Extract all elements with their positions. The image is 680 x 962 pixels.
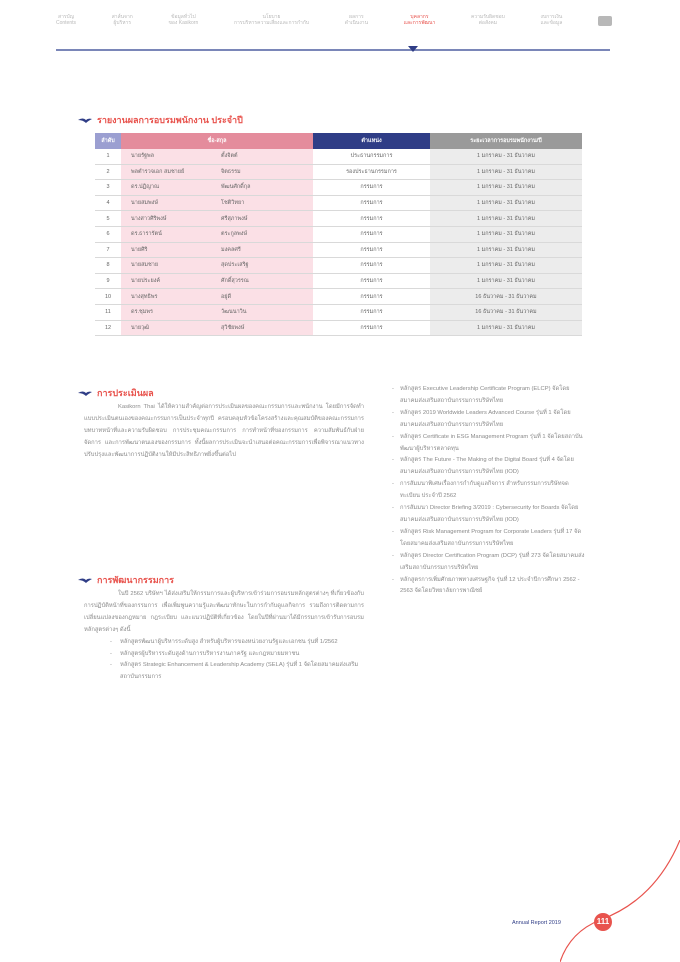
row-last-name: โชติวิทยา [217, 195, 313, 211]
list-item: - หลักสูตร Certificate in ESG Management Program รุ่นที่ 1 จัดโดยสถาบันพัฒนาผู้บริหารตลาดทุน [390, 432, 586, 456]
table-row [95, 164, 582, 180]
row-no: 11 [95, 304, 121, 320]
decorative-swoosh-icon [560, 840, 680, 962]
nav-tab-message[interactable]: สาส์นจาก ผู้บริหาร [111, 14, 133, 26]
row-last-name: สุวิชัยพงษ์ [217, 320, 313, 336]
row-position: กรรมการ [313, 226, 430, 242]
table-row [95, 289, 582, 305]
row-period: 1 มกราคม - 31 ธันวาคม [430, 320, 582, 336]
nav-divider [56, 49, 610, 51]
row-period: 1 มกราคม - 31 ธันวาคม [430, 164, 582, 180]
row-no: 8 [95, 258, 121, 274]
footer-report-title: Annual Report 2019 [512, 920, 561, 926]
list-item: - หลักสูตร Director Certification Program (DCP) รุ่นที่ 273 จัดโดยสมาคมส่งเสริมสถาบันกรรมการบริษัทไทย [390, 551, 586, 575]
row-first-name: นายวุฒิ [121, 320, 217, 336]
row-last-name: พัฒนศักดิ์กุล [217, 180, 313, 196]
nav-tab-contents[interactable]: สารบัญ Contents [56, 14, 77, 26]
list-item: - หลักสูตร 2019 Worldwide Leaders Advanced Course รุ่นที่ 1 จัดโดยสมาคมส่งเสริมสถาบันกรรมการบริษัทไทย [390, 408, 586, 432]
row-first-name: นายสมชาย [121, 258, 217, 274]
row-no: 10 [95, 289, 121, 305]
row-position: ประธานกรรมการ [313, 149, 430, 164]
row-last-name: มงคลศรี [217, 242, 313, 258]
row-no: 12 [95, 320, 121, 336]
row-first-name: นางสาวศิริพงษ์ [121, 211, 217, 227]
row-period: 16 ธันวาคม - 31 ธันวาคม [430, 304, 582, 320]
list-item: - การสัมมนาพิเศษเรื่องการกำกับดูแลกิจการ สำหรับกรรมการบริษัทจดทะเบียน ประจำปี 2562 [390, 479, 586, 503]
row-position: กรรมการ [313, 211, 430, 227]
row-first-name: ดร.ธารารัตน์ [121, 226, 217, 242]
evaluation-text-block [84, 402, 364, 462]
row-no: 6 [95, 226, 121, 242]
row-first-name: นายสมพงษ์ [121, 195, 217, 211]
home-logo-icon[interactable] [598, 16, 612, 26]
row-position: กรรมการ [313, 242, 430, 258]
row-no: 5 [95, 211, 121, 227]
row-last-name: สุดประเสริฐ [217, 258, 313, 274]
top-navigation [56, 14, 612, 44]
development-course-list [84, 637, 364, 685]
section-title-training: รายงานผลการอบรมพนักงาน ประจำปี [78, 113, 243, 127]
row-position: กรรมการ [313, 304, 430, 320]
row-no: 3 [95, 180, 121, 196]
row-period: 1 มกราคม - 31 ธันวาคม [430, 242, 582, 258]
row-first-name: นายรัฐพล [121, 149, 217, 164]
row-position: รองประธานกรรมการ [313, 164, 430, 180]
nav-tab-policy[interactable]: นโยบาย การบริหารความเสี่ยงและการกำกับ [233, 14, 310, 26]
row-first-name: พลตำรวจเอก สมชายย์ [121, 164, 217, 180]
row-first-name: ดร.ชุมพร [121, 304, 217, 320]
row-first-name: นายศิริ [121, 242, 217, 258]
row-position: กรรมการ [313, 258, 430, 274]
bird-icon [78, 577, 92, 583]
row-no: 2 [95, 164, 121, 180]
row-no: 9 [95, 273, 121, 289]
training-table [95, 133, 582, 336]
section-title-evaluation: การประเมินผล [78, 386, 154, 400]
row-last-name: ตั้งจิตต์ [217, 149, 313, 164]
row-last-name: ตระกูลพงษ์ [217, 226, 313, 242]
table-row [95, 226, 582, 242]
header-position: ตำแหน่ง [313, 133, 430, 149]
row-no: 7 [95, 242, 121, 258]
row-period: 1 มกราคม - 31 ธันวาคม [430, 195, 582, 211]
nav-tab-performance[interactable]: ผลการ ดำเนินงาน [344, 14, 369, 26]
bird-icon [78, 117, 92, 123]
list-item: - หลักสูตรการเพิ่มศักยภาพทางเศรษฐกิจ รุ่นที่ 12 ประจำปีการศึกษา 2562 - 2563 จัดโดยวิทยาลัยการพาณิชย์ [390, 575, 586, 599]
right-course-list [390, 384, 586, 598]
list-item: - หลักสูตร The Future - The Making of the Digital Board รุ่นที่ 4 จัดโดยสมาคมส่งเสริมสถาบันกรรมการบริษัทไทย (IOD) [390, 455, 586, 479]
row-first-name: นายประยงค์ [121, 273, 217, 289]
table-row [95, 273, 582, 289]
row-position: กรรมการ [313, 195, 430, 211]
evaluation-paragraph: Kasikorn Thai ได้ให้ความสำคัญต่อการประเมินผลของคณะกรรมการและพนักงาน โดยมีการจัดทำแบบประเมินตนเองของคณะกรรมการเป็นประจำทุกปี ครอบคลุมหัวข้อโครงสร้างและคุณสมบัติของคณะกรรมการ บทบาทหน้าที่และความรับผิดชอบ การประชุมคณะกรรมการ การทำหน้าที่ของกรรมการ ความสัมพันธ์กับฝ่ายจัดการ และการพัฒนาตนเองของกรรมการ ทั้งนี้ผลการประเมินจะนำเสนอต่อคณะกรรมการเพื่อพิจารณาแนวทางปรับปรุงและพัฒนาการปฏิบัติงานให้มีประสิทธิภาพยิ่งขึ้นต่อไป [84, 404, 364, 458]
header-no: ลำดับ [95, 133, 121, 149]
row-position: กรรมการ [313, 273, 430, 289]
row-position: กรรมการ [313, 320, 430, 336]
table-row [95, 258, 582, 274]
row-period: 1 มกราคม - 31 ธันวาคม [430, 258, 582, 274]
row-period: 1 มกราคม - 31 ธันวาคม [430, 211, 582, 227]
row-period: 1 มกราคม - 31 ธันวาคม [430, 226, 582, 242]
row-position: กรรมการ [313, 180, 430, 196]
list-item: - การสัมมนา Director Briefing 3/2019 : Cybersecurity for Boards จัดโดยสมาคมส่งเสริมสถาบันกรรมการบริษัทไทย (IOD) [390, 503, 586, 527]
list-item: - หลักสูตร Risk Management Program for Corporate Leaders รุ่นที่ 17 จัดโดยสมาคมส่งเสริมสถาบันกรรมการบริษัทไทย [390, 527, 586, 551]
header-name: ชื่อ-สกุล [121, 133, 313, 149]
list-item: - หลักสูตร Strategic Enhancement & Leadership Academy (SELA) รุ่นที่ 1 จัดโดยสมาคมส่งเสริมสถาบันกรรมการ [114, 660, 364, 684]
row-period: 16 ธันวาคม - 31 ธันวาคม [430, 289, 582, 305]
row-period: 1 มกราคม - 31 ธันวาคม [430, 149, 582, 164]
table-row [95, 195, 582, 211]
development-text-block [84, 589, 364, 684]
nav-tab-general-info[interactable]: ข้อมูลทั่วไป ของ Kasikorn [168, 14, 199, 26]
table-row [95, 180, 582, 196]
row-last-name: ศรีสุภาพงษ์ [217, 211, 313, 227]
row-first-name: ดร.ปฏิญาณ [121, 180, 217, 196]
row-no: 1 [95, 149, 121, 164]
table-row [95, 149, 582, 164]
list-item: - หลักสูตรผู้บริหารระดับสูงด้านการบริหารงานภาครัฐ และกฎหมายมหาชน [114, 649, 364, 661]
row-period: 1 มกราคม - 31 ธันวาคม [430, 180, 582, 196]
row-last-name: ศักดิ์สุวรรณ [217, 273, 313, 289]
row-position: กรรมการ [313, 289, 430, 305]
nav-tab-financial[interactable]: งบการเงิน และข้อมูล [540, 14, 563, 26]
section-title-director-development: การพัฒนากรรมการ [78, 573, 174, 587]
list-item: - หลักสูตรพัฒนาผู้บริหารระดับสูง สำหรับผู้บริหารของหน่วยงานรัฐและเอกชน รุ่นที่ 1/2562 [114, 637, 364, 649]
row-last-name: อยู่ดี [217, 289, 313, 305]
table-row [95, 242, 582, 258]
nav-tab-csr[interactable]: ความรับผิดชอบ ต่อสังคม [470, 14, 505, 26]
bird-icon [78, 390, 92, 396]
nav-tab-personnel[interactable]: บุคลากร และการพัฒนา [403, 14, 436, 26]
development-paragraph: ในปี 2562 บริษัทฯ ได้ส่งเสริมให้กรรมการและผู้บริหารเข้าร่วมการอบรมหลักสูตรต่างๆ ที่เกี่ยวข้องกับการปฏิบัติหน้าที่ของกรรมการ เพื่อเพิ่มพูนความรู้และพัฒนาทักษะในการกำกับดูแลกิจการ รวมถึงการติดตามการเปลี่ยนแปลงของกฎหมาย กฎระเบียบ และแนวปฏิบัติที่เกี่ยวข้อง โดยในปีที่ผ่านมาได้มีกรรมการเข้ารับการอบรมหลักสูตรต่างๆ ดังนี้ [84, 591, 364, 633]
row-period: 1 มกราคม - 31 ธันวาคม [430, 273, 582, 289]
table-header-row [95, 133, 582, 149]
table-row [95, 304, 582, 320]
nav-active-marker-icon [408, 46, 418, 52]
row-first-name: นางสุทธิพร [121, 289, 217, 305]
right-course-list-block [390, 384, 586, 598]
row-last-name: วัฒนนาวิน [217, 304, 313, 320]
page-number-badge: 111 [594, 913, 612, 931]
table-row [95, 320, 582, 336]
table-row [95, 211, 582, 227]
header-period: ระยะเวลาการอบรมพนักงาน/ปี [430, 133, 582, 149]
list-item: - หลักสูตร Executive Leadership Certificate Program (ELCP) จัดโดยสมาคมส่งเสริมสถาบันกรรมการบริษัทไทย [390, 384, 586, 408]
row-no: 4 [95, 195, 121, 211]
row-last-name: จิตธรรม [217, 164, 313, 180]
